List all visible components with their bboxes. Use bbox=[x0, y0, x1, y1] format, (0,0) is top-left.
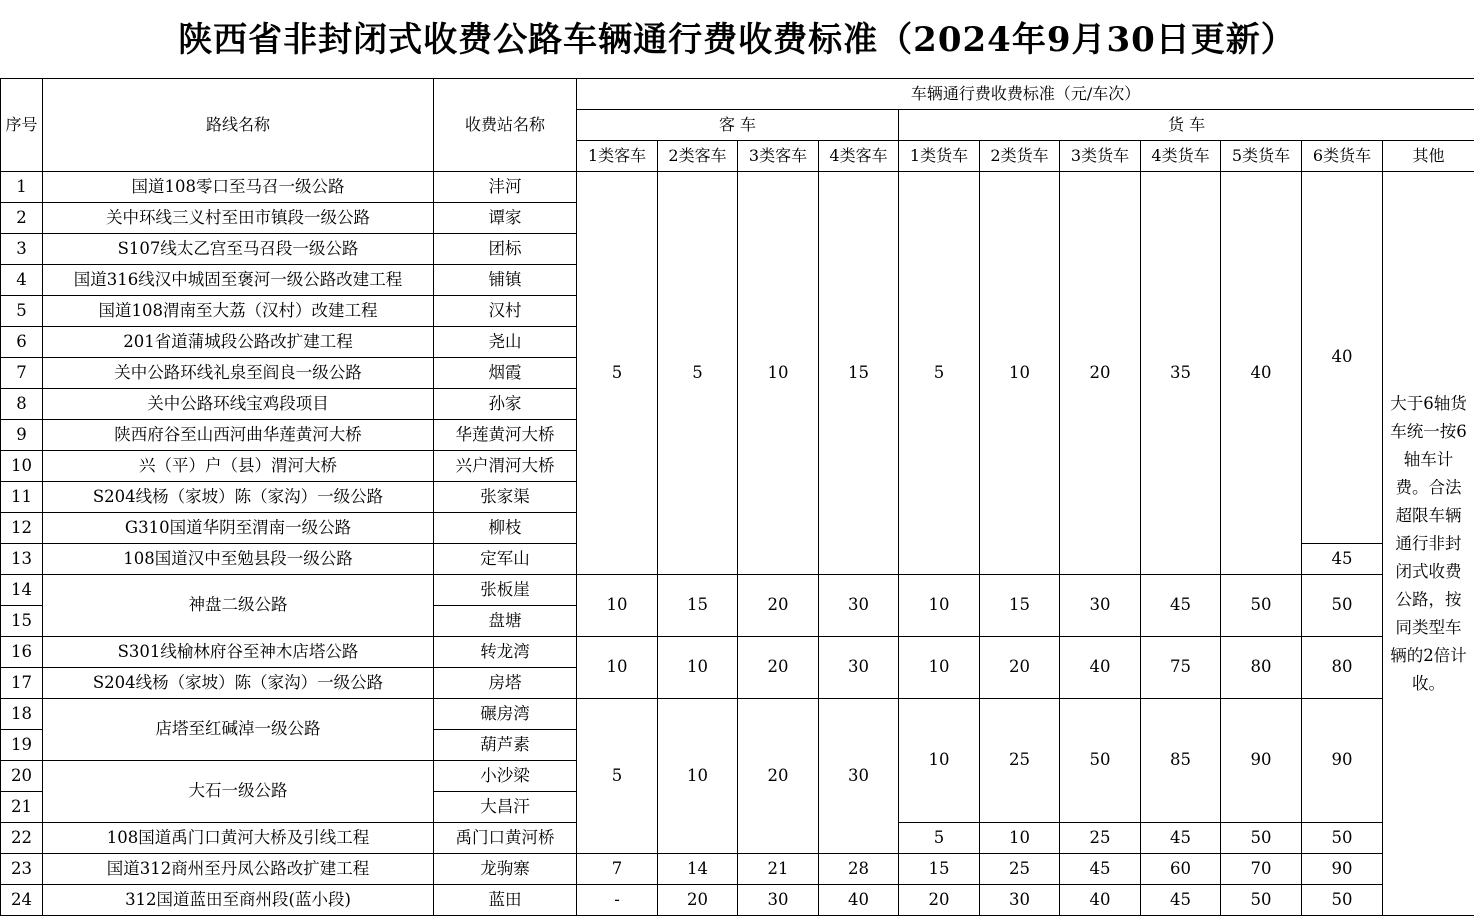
fee-cell: 30 bbox=[819, 575, 899, 637]
station-name: 团标 bbox=[434, 234, 577, 265]
route-name: 国道316线汉中城固至褒河一级公路改建工程 bbox=[43, 265, 434, 296]
route-name: 国道312商州至丹凤公路改扩建工程 bbox=[43, 854, 434, 885]
fee-cell: 25 bbox=[1060, 823, 1141, 854]
fee-cell: 30 bbox=[1060, 575, 1141, 637]
row-no: 19 bbox=[1, 730, 43, 761]
route-name: 国道108零口至马召一级公路 bbox=[43, 172, 434, 203]
row-no: 18 bbox=[1, 699, 43, 730]
station-name: 谭家 bbox=[434, 203, 577, 234]
route-name: S204线杨（家坡）陈（家沟）一级公路 bbox=[43, 668, 434, 699]
station-name: 烟霞 bbox=[434, 358, 577, 389]
station-name: 华莲黄河大桥 bbox=[434, 420, 577, 451]
fee-cell: 25 bbox=[980, 854, 1060, 885]
fee-cell: 10 bbox=[658, 637, 738, 699]
fee-cell: 5 bbox=[899, 172, 980, 575]
header-row-1 bbox=[1, 79, 1474, 110]
fee-cell: 15 bbox=[819, 172, 899, 575]
fee-cell: 35 bbox=[1141, 172, 1221, 575]
route-name: 店塔至红碱淖一级公路 bbox=[43, 699, 434, 761]
station-name: 沣河 bbox=[434, 172, 577, 203]
fee-cell: 50 bbox=[1221, 575, 1302, 637]
standard-header: 车辆通行费收费标准（元/车次） bbox=[577, 79, 1474, 110]
fee-cell: 45 bbox=[1060, 854, 1141, 885]
fee-cell: 90 bbox=[1302, 854, 1383, 885]
route-header: 路线名称 bbox=[43, 79, 434, 172]
row-no: 3 bbox=[1, 234, 43, 265]
other-note: 大于6轴货车统一按6轴车计费。合法超限车辆通行非封闭式收费公路，按同类型车辆的2倍计收。 bbox=[1383, 172, 1474, 916]
bus-class-header: 3类客车 bbox=[738, 141, 819, 172]
row-no: 6 bbox=[1, 327, 43, 358]
fee-cell: 90 bbox=[1221, 699, 1302, 823]
document-title: 陕西省非封闭式收费公路车辆通行费收费标准（2024年9月30日更新） bbox=[178, 20, 1296, 60]
fee-cell: 30 bbox=[819, 637, 899, 699]
fee-cell: 85 bbox=[1141, 699, 1221, 823]
row-no: 21 bbox=[1, 792, 43, 823]
fee-cell: 40 bbox=[1302, 172, 1383, 544]
fee-cell: 10 bbox=[899, 699, 980, 823]
truck-class-header: 1类货车 bbox=[899, 141, 980, 172]
station-name: 铺镇 bbox=[434, 265, 577, 296]
truck-class-header: 3类货车 bbox=[1060, 141, 1141, 172]
row-no: 17 bbox=[1, 668, 43, 699]
row-no: 1 bbox=[1, 172, 43, 203]
row-no: 4 bbox=[1, 265, 43, 296]
row-no: 9 bbox=[1, 420, 43, 451]
station-name: 葫芦素 bbox=[434, 730, 577, 761]
fee-cell: 50 bbox=[1221, 885, 1302, 916]
fee-cell: 7 bbox=[577, 854, 658, 885]
fee-cell: 45 bbox=[1141, 885, 1221, 916]
fee-cell: 10 bbox=[899, 575, 980, 637]
row-no: 7 bbox=[1, 358, 43, 389]
station-name: 孙家 bbox=[434, 389, 577, 420]
fee-cell: 60 bbox=[1141, 854, 1221, 885]
fee-cell: 70 bbox=[1221, 854, 1302, 885]
row-no: 5 bbox=[1, 296, 43, 327]
fee-cell: 5 bbox=[658, 172, 738, 575]
fee-cell: 20 bbox=[899, 885, 980, 916]
row-no: 22 bbox=[1, 823, 43, 854]
fee-cell: 20 bbox=[980, 637, 1060, 699]
fee-cell: 10 bbox=[577, 637, 658, 699]
station-name: 碾房湾 bbox=[434, 699, 577, 730]
row-no: 20 bbox=[1, 761, 43, 792]
fee-cell: 30 bbox=[738, 885, 819, 916]
fee-cell: 50 bbox=[1302, 823, 1383, 854]
fee-cell: 5 bbox=[577, 699, 658, 854]
fee-cell: 80 bbox=[1302, 637, 1383, 699]
fee-cell: 20 bbox=[1060, 172, 1141, 575]
station-name: 柳枝 bbox=[434, 513, 577, 544]
table-row bbox=[1, 637, 1474, 668]
station-name: 兴户渭河大桥 bbox=[434, 451, 577, 482]
fee-cell: 50 bbox=[1302, 575, 1383, 637]
fee-cell: 5 bbox=[577, 172, 658, 575]
station-name: 张家渠 bbox=[434, 482, 577, 513]
route-name: S204线杨（家坡）陈（家沟）一级公路 bbox=[43, 482, 434, 513]
station-name: 定军山 bbox=[434, 544, 577, 575]
fee-cell: 10 bbox=[980, 823, 1060, 854]
station-name: 张板崖 bbox=[434, 575, 577, 606]
fee-table bbox=[0, 78, 1474, 916]
station-name: 小沙梁 bbox=[434, 761, 577, 792]
station-name: 大昌汗 bbox=[434, 792, 577, 823]
route-name: S301线榆林府谷至神木店塔公路 bbox=[43, 637, 434, 668]
seq-header: 序号 bbox=[1, 79, 43, 172]
route-name: 关中环线三义村至田市镇段一级公路 bbox=[43, 203, 434, 234]
fee-cell: 20 bbox=[738, 575, 819, 637]
fee-cell: 50 bbox=[1060, 699, 1141, 823]
station-name: 汉村 bbox=[434, 296, 577, 327]
row-no: 2 bbox=[1, 203, 43, 234]
row-no: 11 bbox=[1, 482, 43, 513]
route-name: 201省道蒲城段公路改扩建工程 bbox=[43, 327, 434, 358]
station-name: 禹门口黄河桥 bbox=[434, 823, 577, 854]
route-name: 大石一级公路 bbox=[43, 761, 434, 823]
fee-cell: 40 bbox=[1060, 637, 1141, 699]
route-name: 108国道汉中至勉县段一级公路 bbox=[43, 544, 434, 575]
fee-cell: 15 bbox=[658, 575, 738, 637]
fee-cell: 45 bbox=[1141, 823, 1221, 854]
station-name: 盘塘 bbox=[434, 606, 577, 637]
table-row bbox=[1, 575, 1474, 606]
table-row bbox=[1, 172, 1474, 203]
fee-cell: 40 bbox=[1221, 172, 1302, 575]
fee-cell: 30 bbox=[819, 699, 899, 854]
fee-cell: 20 bbox=[658, 885, 738, 916]
truck-group-header: 货 车 bbox=[899, 110, 1474, 141]
fee-cell: 80 bbox=[1221, 637, 1302, 699]
fee-cell: 20 bbox=[738, 637, 819, 699]
fee-cell: 10 bbox=[577, 575, 658, 637]
fee-cell: 45 bbox=[1141, 575, 1221, 637]
fee-cell: 20 bbox=[738, 699, 819, 854]
bus-group-header: 客 车 bbox=[577, 110, 899, 141]
row-no: 10 bbox=[1, 451, 43, 482]
station-name: 尧山 bbox=[434, 327, 577, 358]
truck-class-header: 4类货车 bbox=[1141, 141, 1221, 172]
fee-cell: 21 bbox=[738, 854, 819, 885]
route-name: 关中公路环线宝鸡段项目 bbox=[43, 389, 434, 420]
fee-cell: 40 bbox=[819, 885, 899, 916]
row-no: 12 bbox=[1, 513, 43, 544]
row-no: 24 bbox=[1, 885, 43, 916]
route-name: 108国道禹门口黄河大桥及引线工程 bbox=[43, 823, 434, 854]
route-name: S107线太乙宫至马召段一级公路 bbox=[43, 234, 434, 265]
fee-cell: 30 bbox=[980, 885, 1060, 916]
fee-cell: 14 bbox=[658, 854, 738, 885]
fee-cell: 10 bbox=[980, 172, 1060, 575]
route-name: G310国道华阴至渭南一级公路 bbox=[43, 513, 434, 544]
bus-class-header: 2类客车 bbox=[658, 141, 738, 172]
row-no: 14 bbox=[1, 575, 43, 606]
fee-cell: 50 bbox=[1221, 823, 1302, 854]
station-name: 龙驹寨 bbox=[434, 854, 577, 885]
route-name: 兴（平）户（县）渭河大桥 bbox=[43, 451, 434, 482]
station-name: 蓝田 bbox=[434, 885, 577, 916]
route-name: 陕西府谷至山西河曲华莲黄河大桥 bbox=[43, 420, 434, 451]
row-no: 13 bbox=[1, 544, 43, 575]
fee-cell: 10 bbox=[738, 172, 819, 575]
row-no: 8 bbox=[1, 389, 43, 420]
fee-cell: 40 bbox=[1060, 885, 1141, 916]
fee-cell: 50 bbox=[1302, 885, 1383, 916]
row-no: 16 bbox=[1, 637, 43, 668]
fee-cell: 5 bbox=[899, 823, 980, 854]
table-row bbox=[1, 854, 1474, 885]
other-header: 其他 bbox=[1383, 141, 1474, 172]
table-row bbox=[1, 699, 1474, 730]
route-name: 关中公路环线礼泉至阎良一级公路 bbox=[43, 358, 434, 389]
station-name: 转龙湾 bbox=[434, 637, 577, 668]
fee-cell: 10 bbox=[658, 699, 738, 854]
fee-cell: 15 bbox=[899, 854, 980, 885]
fee-cell: 28 bbox=[819, 854, 899, 885]
truck-class-header: 5类货车 bbox=[1221, 141, 1302, 172]
bus-class-header: 1类客车 bbox=[577, 141, 658, 172]
row-no: 23 bbox=[1, 854, 43, 885]
fee-cell: 15 bbox=[980, 575, 1060, 637]
fee-cell: 10 bbox=[899, 637, 980, 699]
bus-class-header: 4类客车 bbox=[819, 141, 899, 172]
truck-class-header: 2类货车 bbox=[980, 141, 1060, 172]
route-name: 神盘二级公路 bbox=[43, 575, 434, 637]
station-header: 收费站名称 bbox=[434, 79, 577, 172]
table-row bbox=[1, 885, 1474, 916]
fee-cell: 75 bbox=[1141, 637, 1221, 699]
truck-class-header: 6类货车 bbox=[1302, 141, 1383, 172]
row-no: 15 bbox=[1, 606, 43, 637]
route-name: 312国道蓝田至商州段(蓝小段) bbox=[43, 885, 434, 916]
fee-cell: 25 bbox=[980, 699, 1060, 823]
route-name: 国道108渭南至大荔（汉村）改建工程 bbox=[43, 296, 434, 327]
station-name: 房塔 bbox=[434, 668, 577, 699]
fee-cell: 45 bbox=[1302, 544, 1383, 575]
fee-cell: - bbox=[577, 885, 658, 916]
fee-cell: 90 bbox=[1302, 699, 1383, 823]
